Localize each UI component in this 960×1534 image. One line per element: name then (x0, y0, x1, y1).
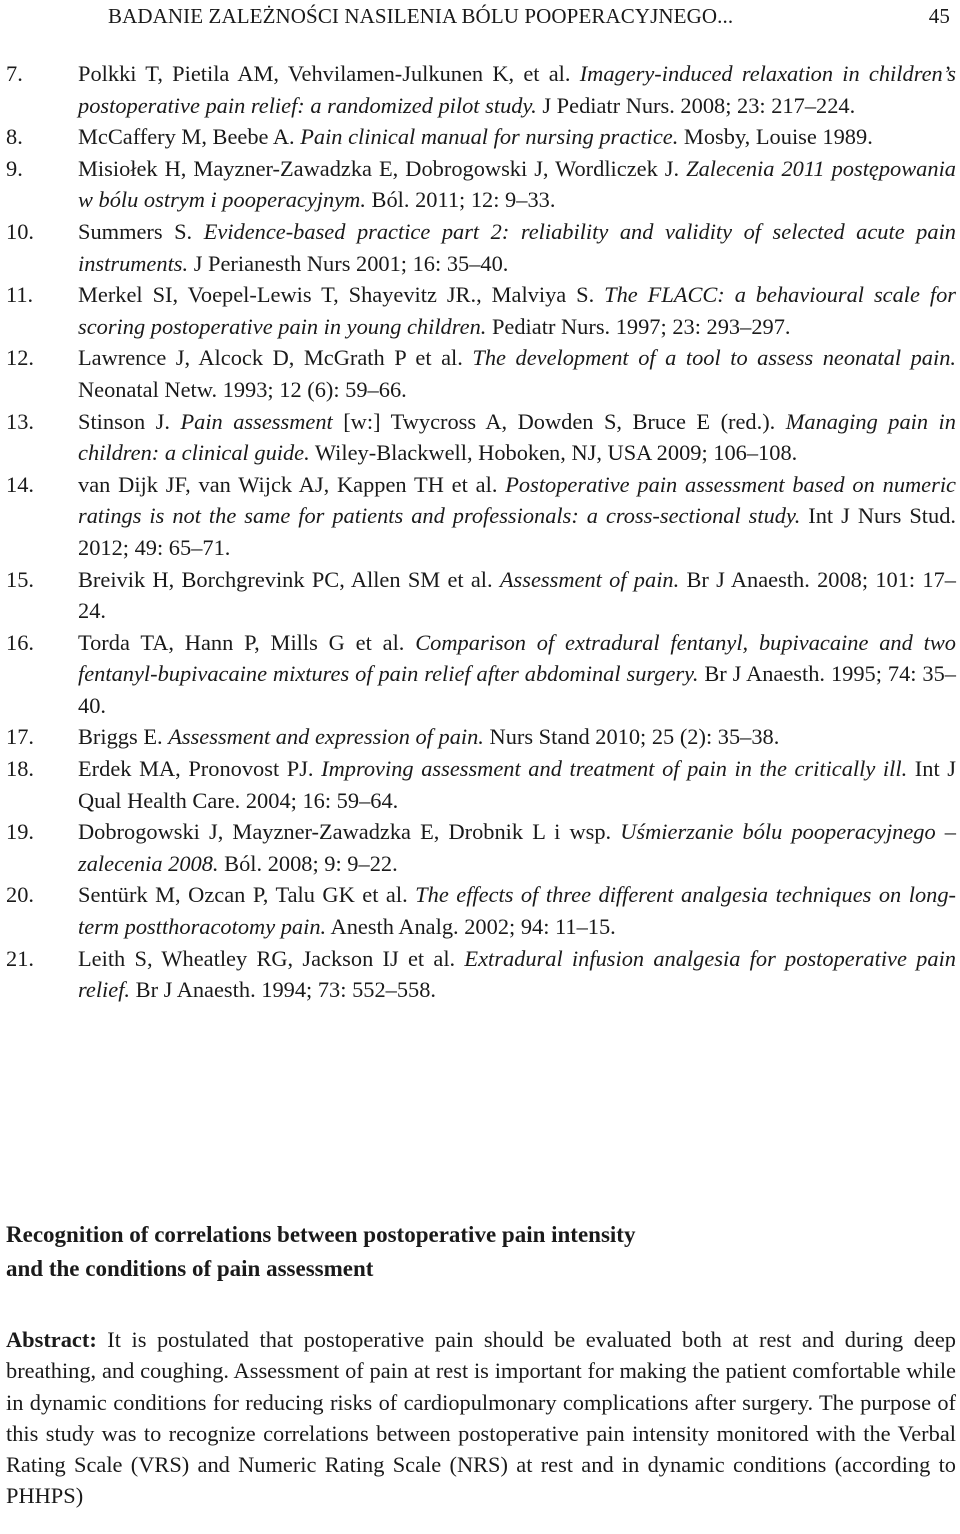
reference-number: 10. (6, 218, 34, 244)
reference-item (0, 816, 956, 879)
reference-number: 7. (6, 61, 23, 86)
reference-text (78, 469, 956, 564)
reference-source: [w:] Twycross A, Dowden S, Bruce E (red.). (332, 408, 786, 434)
reference-title: The effects of three different analgesia techniques on long-term postthoracotomy pain. (78, 882, 956, 940)
reference-authors: Breivik H, Borchgrevink PC, Allen SM et al. (78, 566, 500, 592)
reference-source: Neonatal Netw. 1993; 12 (6): 59–66. (78, 376, 407, 402)
reference-item (0, 406, 956, 469)
reference-title: Evidence-based practice part 2: reliability and validity of selected acute pain instruments. (78, 218, 956, 276)
reference-text (78, 279, 956, 342)
reference-authors: Erdek MA, Pronovost PJ. (78, 756, 322, 782)
page-number: 45 (928, 4, 950, 28)
reference-authors: Polkki T, Pietila AM, Vehvilamen-Julkunen K, et al. (78, 61, 580, 86)
reference-title: The development of a tool to assess neonatal pain. (472, 345, 956, 371)
abstract-label: Abstract: (6, 1327, 97, 1352)
reference-source: J Pediatr Nurs. 2008; 23: 217–224. (536, 92, 856, 118)
abstract-text: It is postulated that postoperative pain should be evaluated both at rest and during deep breathing, and coughing. Assessment of pain at rest is important for making the patient comfortable while in dynamic conditions for reducing risks of cardiopulmonary complications after surgery. The purpose of this study was to recognize correlations between postoperative pain intensity monitored with the Verbal Rating Scale (VRS) and Numeric Rating Scale (NRS) at rest and in dynamic conditions (according to PHHPS) (6, 1327, 956, 1509)
reference-title: Assessment of pain. (499, 566, 680, 592)
reference-number: 11. (6, 282, 34, 308)
reference-source: Anesth Analg. 2002; 94: 11–15. (326, 914, 616, 940)
reference-source: Wiley-Blackwell, Hoboken, NJ, USA 2009; 106–108. (309, 440, 798, 466)
english-abstract-section (6, 1218, 956, 1534)
reference-item (0, 58, 956, 121)
reference-source: Br J Anaesth. 1994; 73: 552–558. (130, 977, 437, 1003)
reference-source: Ból. 2011; 12: 9–33. (365, 187, 556, 213)
reference-text (78, 943, 956, 1006)
running-title: BADANIE ZALEŻNOŚCI NASILENIA BÓLU POOPERACYJNEGO... (108, 4, 734, 28)
reference-source: J Perianesth Nurs 2001; 16: 35–40. (188, 250, 509, 276)
reference-source: Mosby, Louise 1989. (678, 124, 873, 150)
reference-title: Managing pain in children: a clinical guide. (78, 408, 956, 466)
reference-source: Nurs Stand 2010; 25 (2): 35–38. (483, 724, 780, 750)
reference-text (78, 406, 956, 469)
reference-title: Postoperative pain assessment based on numeric ratings is not the same for patients and professionals: a cross-sectional study. (78, 471, 956, 529)
reference-item (0, 564, 956, 627)
reference-item (0, 153, 956, 216)
reference-text (78, 121, 956, 153)
reference-number: 12. (6, 345, 34, 371)
reference-authors: Dobrogowski J, Mayzner-Zawadzka E, Drobnik L i wsp. (78, 819, 621, 845)
reference-authors: Briggs E. (78, 724, 169, 750)
reference-item (0, 216, 956, 279)
reference-number: 19. (6, 819, 34, 845)
reference-number: 13. (6, 408, 34, 434)
reference-text (78, 564, 956, 627)
reference-number: 21. (6, 945, 34, 971)
reference-title: Zalecenia 2011 postępowania w bólu ostrym i pooperacyjnym. (78, 155, 956, 213)
reference-number: 16. (6, 629, 34, 655)
reference-text (78, 879, 956, 942)
reference-authors: Leith S, Wheatley RG, Jackson IJ et al. (78, 945, 465, 971)
reference-item (0, 879, 956, 942)
reference-authors: Sentürk M, Ozcan P, Talu GK et al. (78, 882, 416, 908)
reference-text (78, 627, 956, 722)
reference-authors: Torda TA, Hann P, Mills G et al. (78, 629, 416, 655)
reference-authors: McCaffery M, Beebe A. (78, 124, 301, 150)
reference-source: Br J Anaesth. 2008; 101: 17–24. (78, 566, 956, 624)
reference-title: Improving assessment and treatment of pain in the critically ill. (321, 756, 908, 782)
reference-title: Uśmierzanie bólu pooperacyjnego – zalecenia 2008. (78, 819, 956, 876)
reference-item (0, 121, 956, 153)
reference-number: 18. (6, 756, 34, 782)
english-title-line-1: Recognition of correlations between postoperative pain intensity (6, 1222, 636, 1247)
reference-number: 14. (6, 471, 34, 497)
reference-item (0, 627, 956, 722)
reference-title: Extradural infusion analgesia for postoperative pain relief. (78, 945, 956, 1003)
reference-source: Pediatr Nurs. 1997; 23: 293–297. (486, 313, 791, 339)
reference-title: Imagery-induced relaxation in children’s postoperative pain relief: a randomized pilot study. (78, 61, 956, 118)
reference-number: 17. (6, 724, 34, 750)
reference-item (0, 469, 956, 564)
reference-item (0, 753, 956, 816)
reference-number: 9. (6, 155, 23, 181)
reference-source: Br J Anaesth. 1995; 74: 35–40. (78, 661, 957, 718)
reference-source: Int J Qual Health Care. 2004; 16: 59–64. (78, 756, 956, 813)
reference-authors: Summers S. (78, 218, 204, 244)
reference-title: The FLACC: a behavioural scale for scoring postoperative pain in young children. (78, 282, 956, 339)
reference-title: Pain assessment (180, 408, 333, 434)
reference-text (78, 153, 956, 216)
reference-authors: Misiołek H, Mayzner-Zawadzka E, Dobrogowski J, Wordliczek J. (78, 155, 687, 181)
reference-number: 8. (6, 124, 23, 150)
running-header (108, 0, 952, 34)
reference-title: Comparison of extradural fentanyl, bupivacaine and two fentanyl-bupivacaine mixtures of pain relief after abdominal surgery. (78, 629, 956, 687)
english-title (6, 1218, 956, 1286)
reference-number: 15. (6, 566, 34, 592)
reference-source: Ból. 2008; 9: 9–22. (218, 850, 398, 876)
reference-text (78, 721, 956, 753)
reference-item (0, 721, 956, 753)
english-title-line-2: and the conditions of pain assessment (6, 1256, 374, 1281)
reference-text (78, 58, 956, 121)
reference-item (0, 943, 956, 1006)
reference-text (78, 753, 956, 816)
abstract-paragraph (6, 1324, 956, 1512)
reference-text (78, 342, 956, 405)
reference-authors: Stinson J. (78, 408, 181, 434)
reference-authors: Lawrence J, Alcock D, McGrath P et al. (78, 345, 473, 371)
reference-title: Pain clinical manual for nursing practice. (300, 124, 679, 150)
reference-item (0, 342, 956, 405)
reference-text (78, 816, 956, 879)
reference-item (0, 279, 956, 342)
reference-number: 20. (6, 882, 34, 908)
reference-authors: Merkel SI, Voepel-Lewis T, Shayevitz JR., Malviya S. (78, 282, 605, 308)
reference-authors: van Dijk JF, van Wijck AJ, Kappen TH et al. (78, 471, 506, 497)
reference-list (0, 58, 956, 1006)
reference-text (78, 216, 956, 279)
reference-title: Assessment and expression of pain. (168, 724, 484, 750)
reference-source: Int J Nurs Stud. 2012; 49: 65–71. (78, 503, 956, 560)
